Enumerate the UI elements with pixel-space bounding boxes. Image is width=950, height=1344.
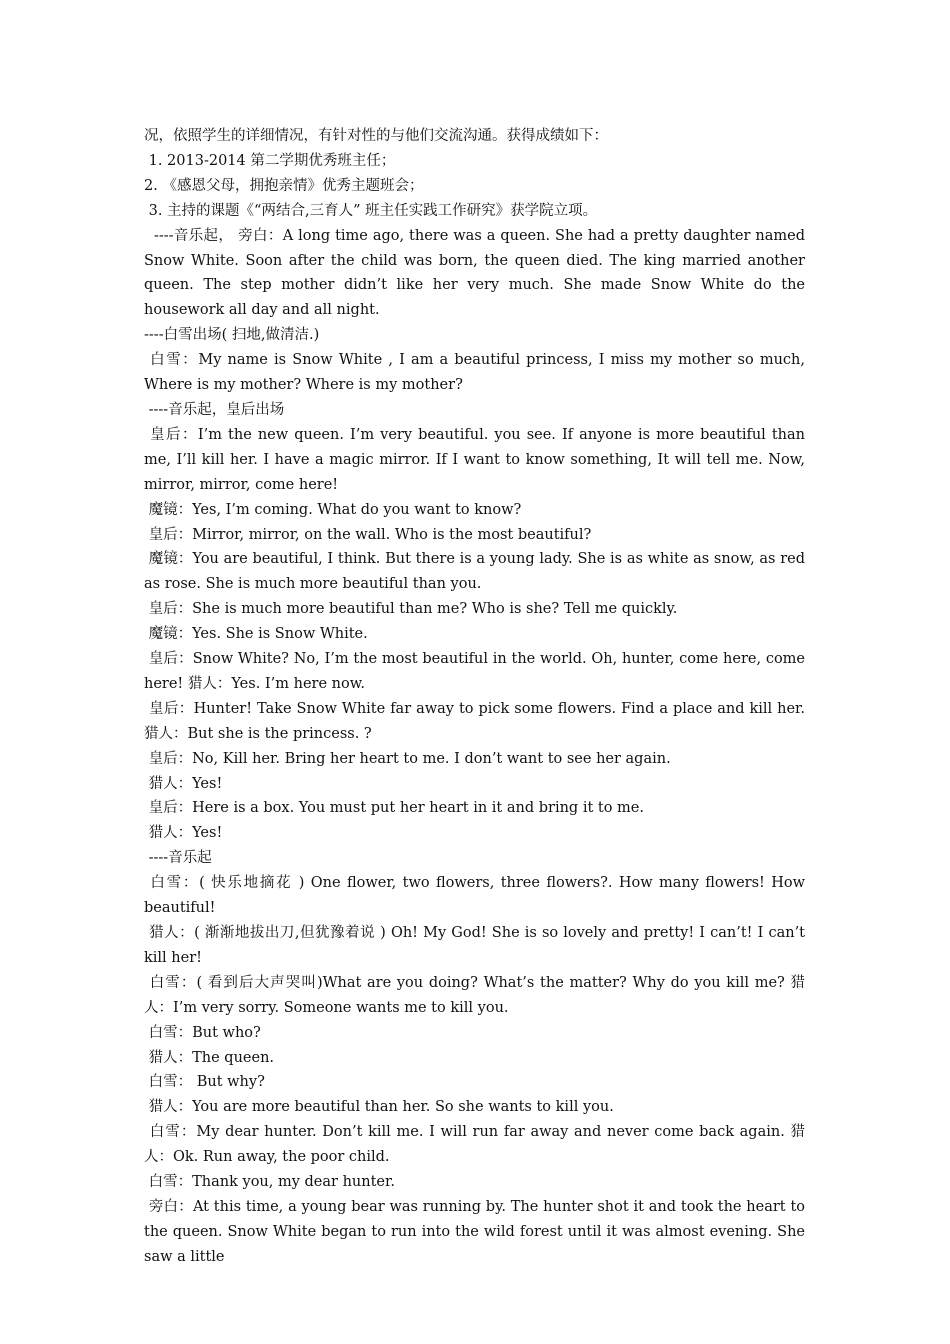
narration-paragraph: 旁白：At this time, a young bear was running by. The hunter shot it and took the heart to the queen. Snow White began to run into the wild forest until it was almost evening. She saw a little (144, 1198, 810, 1265)
dialogue-line: 魔镜：Yes. She is Snow White. (144, 626, 368, 643)
dialogue-line: 白雪：My dear hunter. Don’t kill me. I will run far away and never come back again. 猎人：Ok. Run away, the poor child. (144, 1124, 806, 1166)
dialogue-line: 魔镜：You are beautiful, I think. But there is a young lady. She is as white as snow, as red as rose. She is much more beautiful than you. (144, 551, 810, 593)
dialogue-line: 白雪：Thank you, my dear hunter. (144, 1174, 395, 1191)
dialogue-line: 皇后：Here is a box. You must put her heart in it and bring it to me. (144, 800, 645, 817)
dialogue-line: 魔镜：Yes, I’m coming. What do you want to know? (144, 501, 522, 518)
dialogue-line: 猎人：You are more beautiful than her. So she wants to kill you. (144, 1099, 614, 1116)
dialogue-line: 猎人：Yes! (144, 775, 223, 792)
paragraph: 3. 主持的课题《“两结合,三育人” 班主任实践工作研究》获学院立项。 (144, 202, 598, 219)
document-page (144, 124, 810, 1270)
dialogue-line: 白雪：My name is Snow White , I am a beautiful princess, I miss my mother so much, Where is my mother? Where is my mother? (144, 352, 810, 394)
dialogue-line: 皇后：Mirror, mirror, on the wall. Who is the most beautiful? (144, 526, 592, 543)
dialogue-line: 白雪：But who? (144, 1024, 261, 1041)
dialogue-line: 皇后：Hunter! Take Snow White far away to pick some flowers. Find a place and kill her. 猎人：But she is the princess. ? (144, 700, 810, 742)
dialogue-line: 皇后：She is much more beautiful than me? Who is she? Tell me quickly. (144, 601, 678, 618)
dialogue-line: 猎人：Yes! (144, 825, 223, 842)
dialogue-line: 猎人：( 渐渐地拔出刀,但犹豫着说 ) Oh! My God! She is so lovely and pretty! I can’t! I can’t kill her! (144, 925, 810, 966)
stage-direction: ----音乐起，皇后出场 (144, 401, 285, 418)
dialogue-line: 白雪：( 看到后大声哭叫)What are you doing? What’s the matter? Why do you kill me? 猎人：I’m very sorry. Someone wants me to kill you. (144, 974, 805, 1016)
dialogue-line: 皇后：Snow White? No, I’m the most beautiful in the world. Oh, hunter, come here, come here! 猎人：Yes. I’m here now. (144, 651, 810, 692)
dialogue-line: 皇后：No, Kill her. Bring her heart to me. I don’t want to see her again. (144, 750, 671, 767)
paragraph: 况，依照学生的详细情况，有针对性的与他们交流沟通。获得成绩如下： (144, 128, 608, 144)
stage-direction: ----音乐起 (144, 850, 212, 867)
narration-paragraph: ----音乐起， 旁白：A long time ago, there was a queen. She had a pretty daughter named Snow White. Soon after the child was born, the queen died. The king married another queen. The step mother didn’t like her very much. She made Snow White do the housework all day and all night. (144, 227, 810, 319)
paragraph: 2. 《感恩父母，拥抱亲情》优秀主题班会； (144, 177, 424, 194)
dialogue-line: 猎人：The queen. (144, 1049, 275, 1066)
dialogue-line: 皇后：I’m the new queen. I’m very beautiful. you see. If anyone is more beautiful than me, I’ll kill her. I have a magic mirror. If I want to know something, It will tell me. Now, mirror, mirror, come here! (144, 426, 810, 493)
paragraph: 1. 2013-2014 第二学期优秀班主任； (144, 152, 396, 169)
dialogue-line: 白雪： But why? (144, 1074, 265, 1091)
stage-direction: ----白雪出场( 扫地,做清洁.) (144, 327, 320, 344)
dialogue-line: 白雪：( 快乐地摘花 ) One flower, two flowers, three flowers?. How many flowers! How beautiful! (144, 875, 810, 917)
